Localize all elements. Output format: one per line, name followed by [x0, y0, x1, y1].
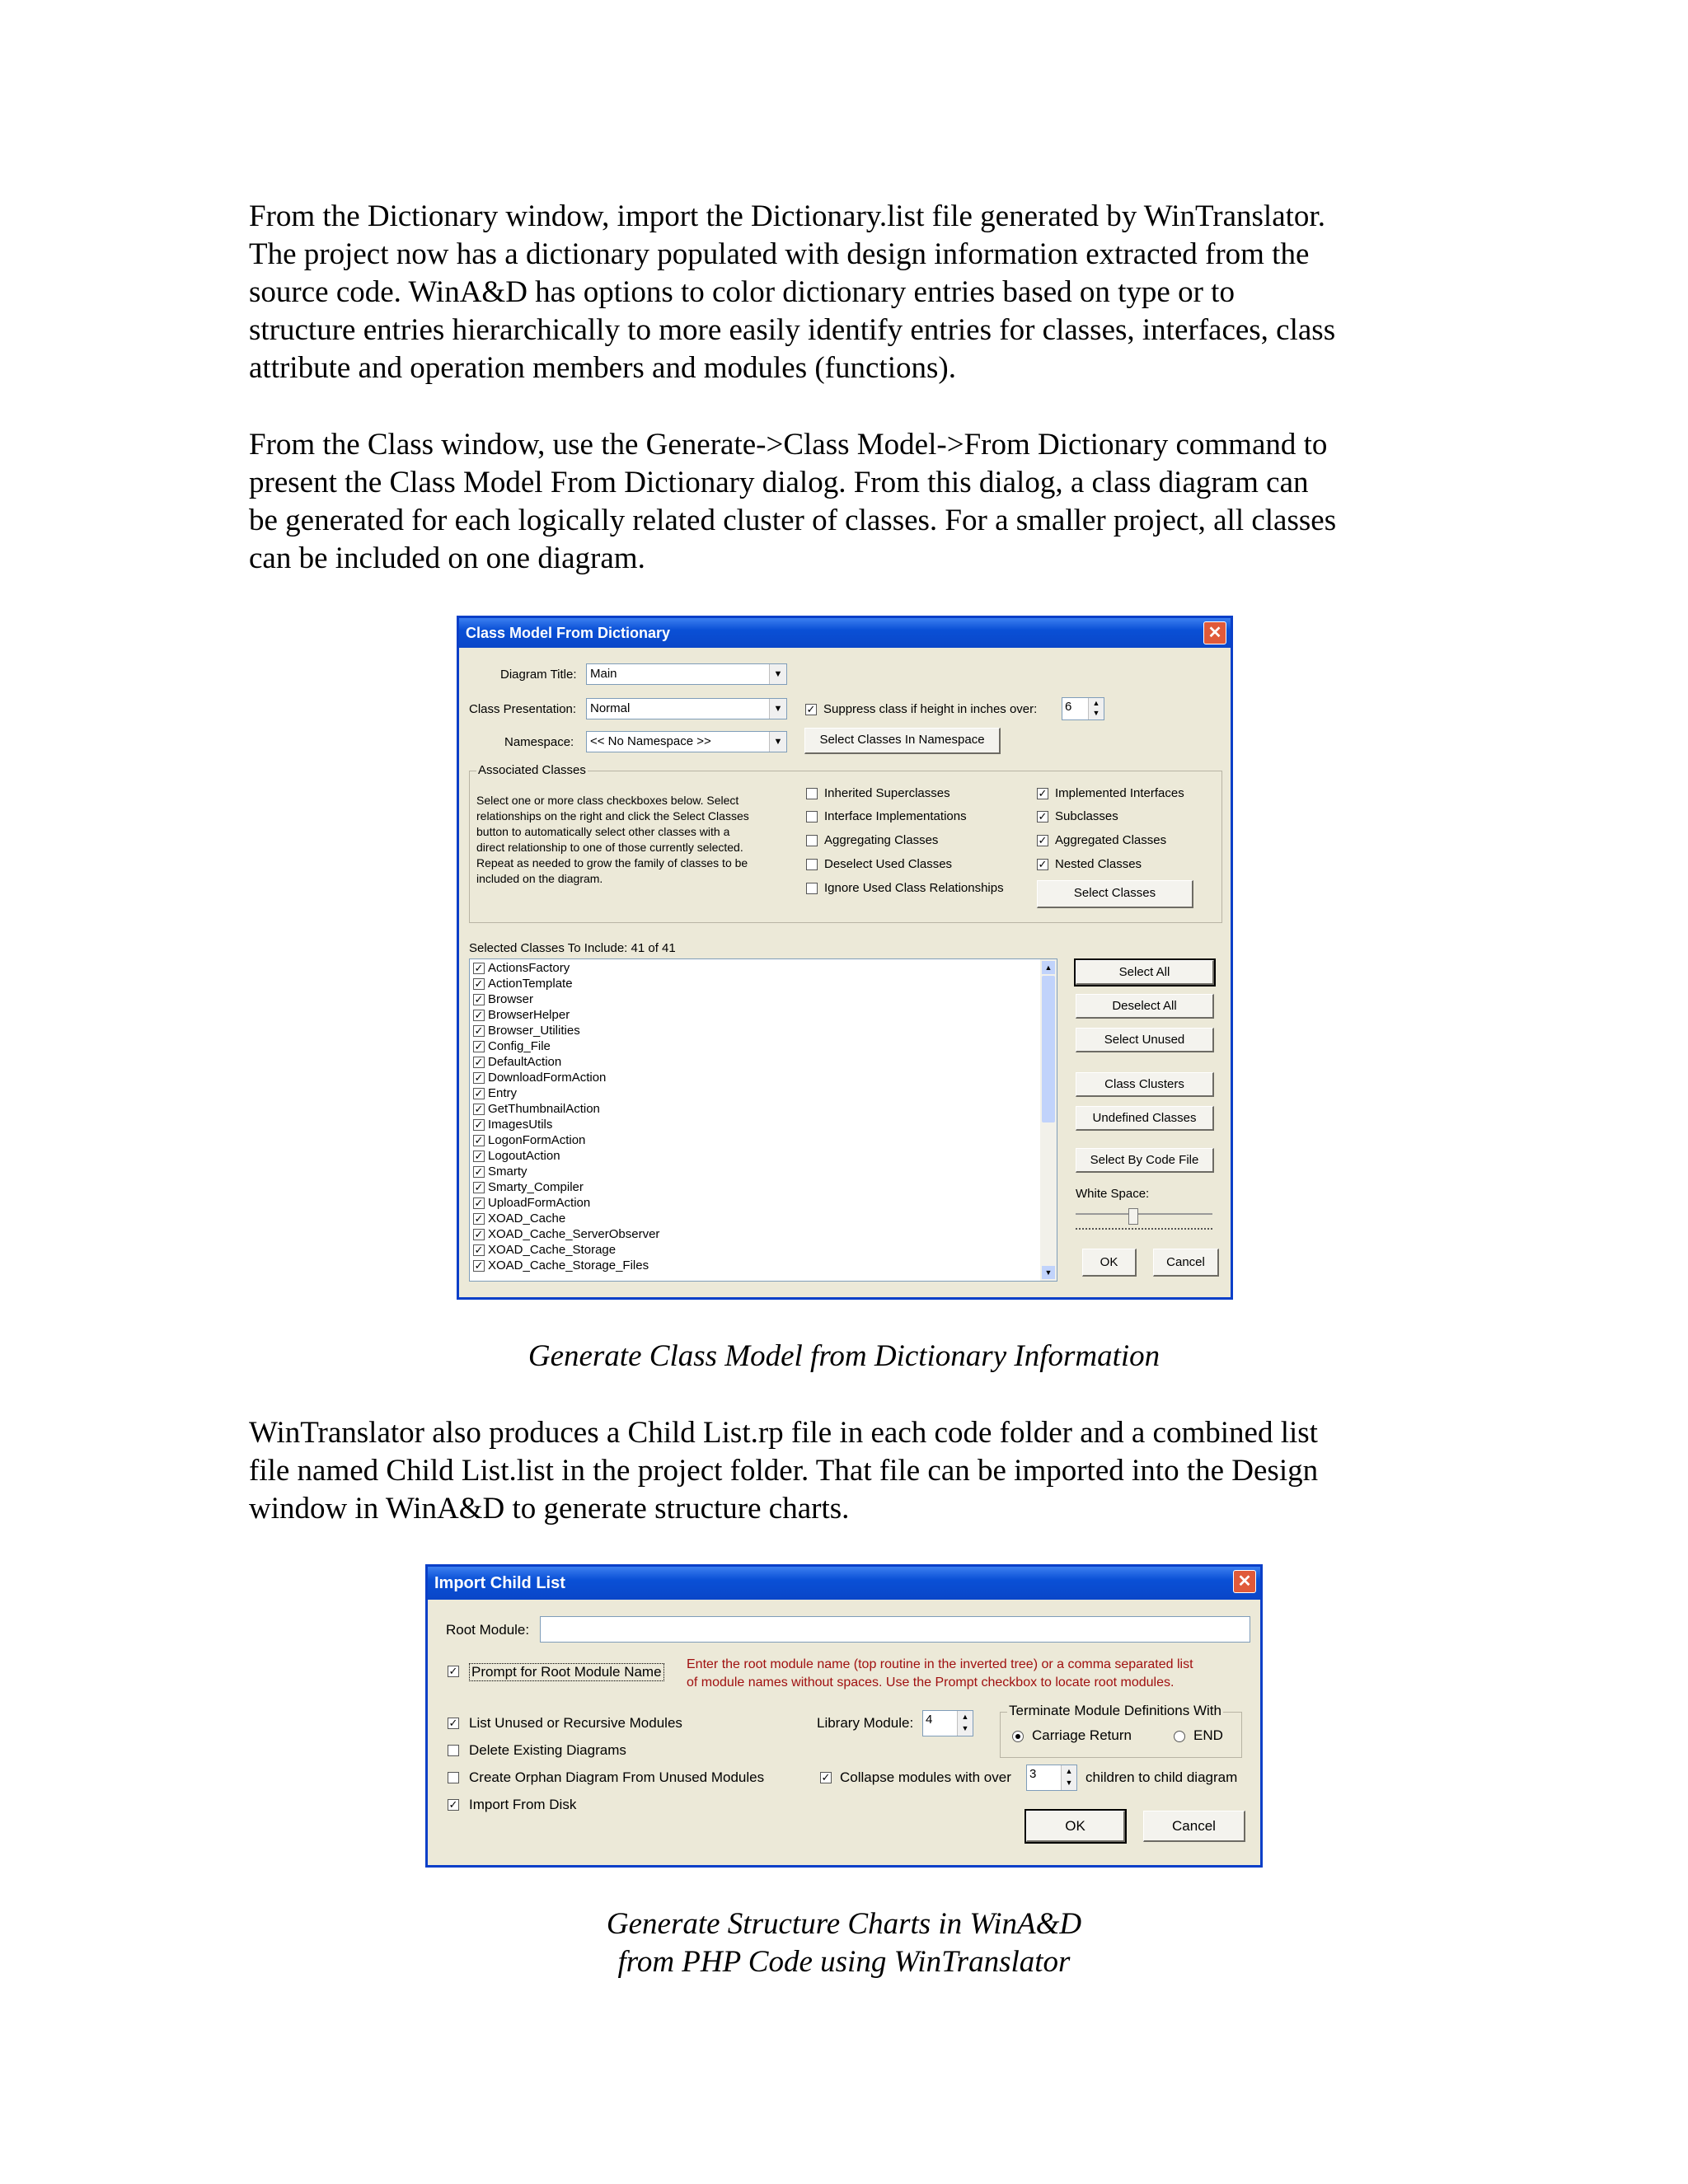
suppress-height-value: 6 — [1065, 700, 1072, 714]
list-item[interactable] — [473, 1212, 565, 1226]
dialog-title: Import Child List — [434, 1574, 565, 1592]
list-item-label: Config_File — [488, 1039, 551, 1053]
list-item-label: Smarty — [488, 1165, 528, 1179]
create-orphan-label: Create Orphan Diagram From Unused Modules — [469, 1769, 765, 1785]
list-item-label: Browser — [488, 992, 534, 1006]
list-item-label: DownloadFormAction — [488, 1071, 607, 1085]
list-item-label: ImagesUtils — [488, 1118, 553, 1132]
list-item-label: XOAD_Cache — [488, 1212, 566, 1226]
cancel-button[interactable]: Cancel — [1153, 1249, 1219, 1277]
aggregating-classes-label: Aggregating Classes — [824, 833, 939, 847]
list-item[interactable] — [473, 1243, 616, 1257]
selected-classes-list[interactable] — [469, 958, 1057, 1282]
white-space-slider[interactable] — [1076, 1208, 1212, 1236]
deselect-used-classes-label: Deselect Used Classes — [824, 857, 953, 871]
list-item-label: GetThumbnailAction — [488, 1102, 600, 1116]
list-scrollbar[interactable] — [1040, 959, 1057, 1281]
class-clusters-button[interactable]: Class Clusters — [1076, 1072, 1214, 1097]
class-presentation-label: Class Presentation: — [469, 702, 577, 716]
list-item-checkbox[interactable]: ✓ — [474, 1212, 484, 1226]
class-model-dialog — [457, 616, 1233, 1300]
class-presentation-combo[interactable] — [586, 698, 787, 719]
list-item-checkbox[interactable]: ✓ — [474, 1024, 484, 1038]
list-item-label: ActionsFactory — [488, 961, 570, 975]
diagram-title-combo[interactable] — [586, 663, 787, 685]
list-item[interactable] — [473, 1039, 551, 1053]
diagram-title-value: Main — [590, 667, 617, 681]
list-item-checkbox[interactable]: ✓ — [474, 1103, 484, 1116]
delete-existing-label: Delete Existing Diagrams — [469, 1742, 626, 1758]
select-classes-button[interactable]: Select Classes — [1037, 880, 1193, 908]
create-orphan-checkbox[interactable] — [448, 1772, 459, 1783]
terminate-group-label: Terminate Module Definitions With — [1009, 1703, 1221, 1718]
import-from-disk-checkbox[interactable]: ✓ — [448, 1798, 458, 1811]
import-child-list-dialog — [425, 1564, 1263, 1868]
list-item[interactable] — [473, 1227, 659, 1241]
interface-implementations-label: Interface Implementations — [824, 809, 967, 823]
list-item-label: DefaultAction — [488, 1055, 562, 1069]
list-item[interactable] — [473, 1165, 528, 1179]
collapse-suffix-label: children to child diagram — [1085, 1769, 1238, 1785]
list-item-label: Smarty_Compiler — [488, 1180, 584, 1194]
root-module-input[interactable] — [540, 1616, 1250, 1643]
library-module-spinner[interactable] — [922, 1710, 973, 1736]
associated-classes-group — [469, 763, 1222, 923]
select-classes-in-namespace-button[interactable]: Select Classes In Namespace — [804, 728, 1001, 754]
scrollbar-thumb[interactable] — [1042, 976, 1055, 1122]
diagram-title-label: Diagram Title: — [500, 668, 577, 682]
list-item-checkbox[interactable]: ✓ — [474, 1259, 484, 1272]
list-item-label: Entry — [488, 1086, 518, 1100]
close-icon[interactable]: ✕ — [1233, 1570, 1256, 1593]
list-item-checkbox[interactable]: ✓ — [474, 1165, 484, 1179]
namespace-combo[interactable] — [586, 731, 787, 752]
list-item-label: Browser_Utilities — [488, 1024, 580, 1038]
list-item[interactable] — [473, 1102, 600, 1116]
aggregating-classes-checkbox[interactable] — [806, 835, 818, 846]
list-item-checkbox[interactable]: ✓ — [474, 1071, 484, 1085]
carriage-return-label: Carriage Return — [1032, 1727, 1132, 1743]
paragraph-child-list: WinTranslator also produces a Child List.rp file in each code folder and a combined list file named Child List.list in the project folder. That file can be imported into the Design window in WinA&D to generate structure charts. — [249, 1416, 1319, 1526]
inherited-superclasses-checkbox[interactable] — [806, 788, 818, 799]
paragraph-dictionary-import: From the Dictionary window, import the Dictionary.list file generated by WinTranslator. The project now has a dictionary populated with design information extracted from the source code. WinA&D has options to color dictionary entries based on type or to structure entries hierarchically to more easily identify entries for classes, interfaces, class attribute and operation members and modules (functions). — [249, 199, 1336, 385]
dialog-title: Class Model From Dictionary — [466, 625, 671, 641]
list-item-checkbox[interactable]: ✓ — [474, 1228, 484, 1241]
chevron-down-icon: ▼ — [769, 732, 786, 752]
list-item-checkbox[interactable]: ✓ — [474, 993, 484, 1006]
implemented-interfaces-checkbox[interactable]: ✓ — [1038, 787, 1048, 799]
namespace-label: Namespace: — [504, 735, 574, 749]
list-item-label: XOAD_Cache_Storage_Files — [488, 1258, 649, 1272]
list-item-checkbox[interactable]: ✓ — [474, 1118, 484, 1132]
paragraph-class-model: From the Class window, use the Generate->Class Model->From Dictionary command to present the Class Model From Dictionary dialog. From this dialog, a class diagram can be generated for each logically related cluster of classes. For a smaller project, all classes can be included on one diagram. — [249, 428, 1337, 575]
aggregated-classes-checkbox[interactable]: ✓ — [1038, 834, 1048, 846]
collapse-count-spinner[interactable] — [1026, 1765, 1077, 1791]
list-item-checkbox[interactable]: ✓ — [474, 962, 484, 975]
delete-existing-checkbox[interactable] — [448, 1745, 459, 1756]
library-module-label: Library Module: — [817, 1715, 914, 1731]
undefined-classes-button[interactable]: Undefined Classes — [1076, 1106, 1214, 1131]
list-unused-checkbox[interactable]: ✓ — [448, 1717, 458, 1729]
ok-button[interactable]: OK — [1026, 1811, 1125, 1842]
namespace-value: << No Namespace >> — [590, 734, 711, 748]
list-item[interactable] — [473, 1133, 585, 1147]
list-item-checkbox[interactable]: ✓ — [474, 977, 484, 991]
list-item[interactable] — [473, 1071, 606, 1085]
carriage-return-radio[interactable] — [1012, 1731, 1024, 1742]
list-item[interactable] — [473, 961, 570, 975]
subclasses-checkbox[interactable]: ✓ — [1038, 810, 1048, 823]
ignore-used-class-label: Ignore Used Class Relationships — [824, 881, 1004, 895]
list-unused-label: List Unused or Recursive Modules — [469, 1715, 682, 1731]
list-item[interactable] — [473, 1196, 590, 1210]
selected-classes-label: Selected Classes To Include: 41 of 41 — [469, 941, 676, 955]
chevron-down-icon: ▼ — [769, 699, 786, 719]
suppress-height-spinner[interactable] — [1062, 697, 1104, 720]
select-all-button[interactable]: Select All — [1076, 960, 1214, 985]
list-item[interactable] — [473, 977, 573, 991]
list-item[interactable] — [473, 1258, 649, 1272]
associated-classes-label: Associated Classes — [478, 763, 586, 777]
list-item[interactable] — [473, 1086, 517, 1100]
aggregated-classes-label: Aggregated Classes — [1055, 833, 1167, 847]
list-item[interactable] — [473, 1149, 560, 1163]
select-unused-button[interactable]: Select Unused — [1076, 1028, 1214, 1052]
spinner-arrows-icon: ▲ ▼ — [1061, 1765, 1076, 1790]
list-item-checkbox[interactable]: ✓ — [474, 1244, 484, 1257]
ignore-used-class-checkbox[interactable] — [806, 883, 818, 894]
suppress-checkbox[interactable]: ✓ — [806, 703, 816, 715]
deselect-all-button[interactable]: Deselect All — [1076, 994, 1214, 1019]
associated-help-text: Select one or more class checkboxes below. Select relationships on the right and click the Select Classes button to automatically select other classes with a direct relationship to one of those currently selected. Repeat as needed to grow the family of classes to be included on the diagram. — [476, 794, 749, 885]
white-space-label: White Space: — [1076, 1187, 1150, 1201]
list-item[interactable] — [473, 1024, 580, 1038]
list-item-checkbox[interactable]: ✓ — [474, 1134, 484, 1147]
chevron-down-icon: ▼ — [769, 664, 786, 684]
list-item-checkbox[interactable]: ✓ — [474, 1056, 484, 1069]
nested-classes-label: Nested Classes — [1055, 857, 1142, 871]
end-radio[interactable] — [1174, 1731, 1185, 1742]
list-item-checkbox[interactable]: ✓ — [474, 1009, 484, 1022]
list-item-label: LogoutAction — [488, 1149, 560, 1163]
prompt-root-checkbox[interactable]: ✓ — [448, 1665, 458, 1677]
implemented-interfaces-label: Implemented Interfaces — [1055, 786, 1184, 800]
spinner-arrows-icon: ▲ ▼ — [1088, 698, 1104, 719]
interface-implementations-checkbox[interactable] — [806, 811, 818, 823]
list-item[interactable] — [473, 992, 533, 1006]
list-item-label: XOAD_Cache_ServerObserver — [488, 1227, 660, 1241]
collapse-count-value: 3 — [1029, 1767, 1037, 1781]
list-item-checkbox[interactable]: ✓ — [474, 1040, 484, 1053]
list-item-label: XOAD_Cache_Storage — [488, 1243, 617, 1257]
import-from-disk-label: Import From Disk — [469, 1797, 577, 1812]
dialog-titlebar — [428, 1567, 1260, 1600]
end-label: END — [1193, 1727, 1223, 1743]
collapse-modules-checkbox[interactable]: ✓ — [821, 1771, 831, 1783]
list-item-checkbox[interactable]: ✓ — [474, 1181, 484, 1194]
list-item-label: ActionTemplate — [488, 977, 573, 991]
list-item-label: LogonFormAction — [488, 1133, 586, 1147]
subclasses-label: Subclasses — [1055, 809, 1118, 823]
root-module-help-text: Enter the root module name (top routine in the inverted tree) or a comma separated list of module names without spaces. Use the Prompt checkbox to locate root modules. — [687, 1657, 1193, 1690]
cancel-button[interactable]: Cancel — [1143, 1811, 1245, 1842]
caption-structure-charts: Generate Structure Charts in WinA&D from PHP Code using WinTranslator — [606, 1907, 1082, 1979]
close-icon[interactable]: ✕ — [1203, 621, 1226, 644]
class-presentation-value: Normal — [590, 701, 631, 715]
suppress-label: Suppress class if height in inches over: — [823, 702, 1038, 716]
library-module-value: 4 — [926, 1713, 933, 1727]
list-item-label: BrowserHelper — [488, 1008, 570, 1022]
ok-button[interactable]: OK — [1082, 1249, 1137, 1277]
collapse-modules-label: Collapse modules with over — [840, 1769, 1011, 1785]
list-item[interactable] — [473, 1055, 561, 1069]
list-item-label: UploadFormAction — [488, 1196, 591, 1210]
list-item[interactable] — [473, 1118, 552, 1132]
root-module-label: Root Module: — [446, 1622, 530, 1638]
deselect-used-classes-checkbox[interactable] — [806, 859, 818, 870]
scroll-down-icon[interactable]: ▼ — [1042, 1266, 1055, 1279]
list-item[interactable] — [473, 1180, 584, 1194]
scroll-up-icon[interactable]: ▲ — [1042, 961, 1055, 974]
list-item[interactable] — [473, 1008, 570, 1022]
prompt-root-label: Prompt for Root Module Name — [469, 1663, 664, 1681]
list-item-checkbox[interactable]: ✓ — [474, 1150, 484, 1163]
caption-class-model: Generate Class Model from Dictionary Information — [528, 1339, 1160, 1373]
dialog-titlebar — [459, 618, 1231, 648]
list-item-checkbox[interactable]: ✓ — [474, 1087, 484, 1100]
terminate-group — [1000, 1703, 1242, 1758]
list-item-checkbox[interactable]: ✓ — [474, 1197, 484, 1210]
spinner-arrows-icon: ▲ ▼ — [957, 1711, 973, 1736]
nested-classes-checkbox[interactable]: ✓ — [1038, 858, 1048, 870]
inherited-superclasses-label: Inherited Superclasses — [824, 786, 950, 800]
select-by-code-file-button[interactable]: Select By Code File — [1076, 1148, 1214, 1173]
